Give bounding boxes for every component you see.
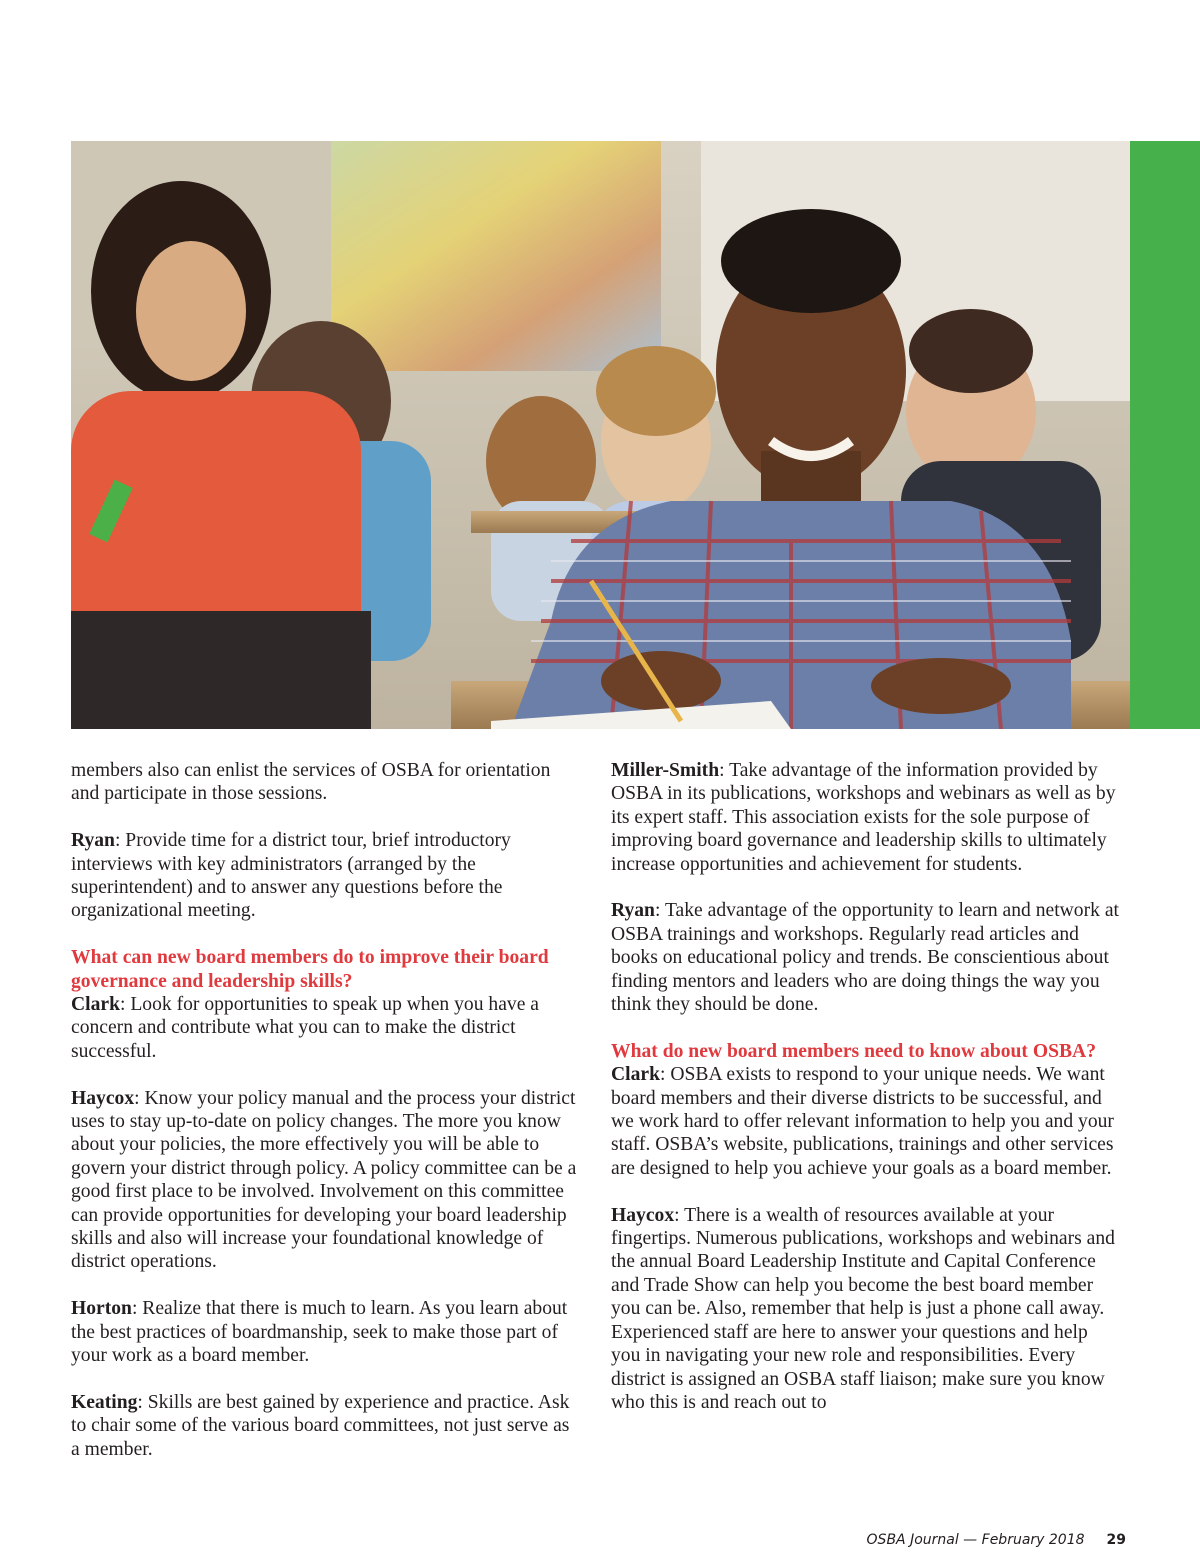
question-heading: What do new board members need to know about OSBA? [611, 1040, 1096, 1062]
speaker-name: Ryan [611, 900, 655, 922]
paragraph-text: members also can enlist the services of OSBA for orientation and participate in those sessions. [71, 760, 551, 805]
speaker-name: Clark [71, 994, 120, 1016]
speaker-name: Miller-Smith [611, 760, 720, 781]
paragraph-text: : Know your policy manual and the process your district uses to stay up-to-date on policy changes. The more you know about your policies, the more effectively you will be able to govern your district through policy. A policy committee can be a good first place to be involved. Involvement on this committee can provide opportunities for developing your board leadership skills and also will increase your foundational knowledge of district operations. [71, 1087, 577, 1273]
classroom-students-photo-icon [71, 141, 1130, 729]
speaker-name: Haycox [611, 1204, 675, 1226]
speaker-name: Keating [71, 1391, 138, 1413]
paragraph [611, 759, 1121, 876]
speaker-name: Clark [611, 1064, 660, 1086]
paragraph-text: : Realize that there is much to learn. As you learn about the best practices of boardmanship, seek to make those part of your work as a board member. [71, 1298, 568, 1367]
right-text-column [611, 759, 1121, 1438]
classroom-photo [71, 141, 1130, 729]
paragraph [71, 1087, 581, 1274]
paragraph [71, 993, 581, 1063]
paragraph-text: : Skills are best gained by experience and practice. Ask to chair some of the various board committees, not just serve as a member. [71, 1391, 570, 1460]
paragraph-text: : Take advantage of the information provided by OSBA in its publications, workshops and webinars as well as by its expert staff. This association exists for the sole purpose of improving board governance and leadership skills to ultimately increase opportunities and achievement for students. [611, 760, 1116, 875]
speaker-name: Haycox [71, 1087, 135, 1109]
paragraph [611, 899, 1121, 1016]
speaker-name: Horton [71, 1298, 132, 1320]
paragraph [71, 829, 581, 923]
paragraph [611, 1204, 1121, 1415]
paragraph-text: : Take advantage of the opportunity to learn and network at OSBA trainings and workshops. Regularly read articles and books on educational policy and trends. Be conscientious about finding mentors and leaders who are doing things the way you think they should be done. [611, 900, 1119, 1016]
speaker-name: Ryan [71, 830, 115, 852]
paragraph [71, 759, 581, 806]
paragraph [71, 1391, 581, 1461]
page-number: 29 [1106, 1532, 1126, 1548]
journal-issue: OSBA Journal — February 2018 [866, 1532, 1085, 1548]
paragraph [611, 1063, 1121, 1180]
question-heading: What can new board members do to improve their board governance and leadership skills? [71, 947, 549, 992]
page-footer [780, 1531, 1126, 1549]
left-text-column [71, 759, 581, 1485]
paragraph-text: : There is a wealth of resources available at your fingertips. Numerous publications, workshops and webinars and the annual Board Leadership Institute and Capital Conference and Trade Show can help you become the best board member you can be. Also, remember that help is just a phone call away. Experienced staff are here to answer your questions and help you in navigating your new role and responsibilities. Every district is assigned an OSBA staff liaison; make sure you know who this is and reach out to [611, 1204, 1115, 1413]
paragraph-text: : OSBA exists to respond to your unique needs. We want board members and their diverse districts to be successful, and we work hard to offer relevant information to help you and your staff. OSBA’s website, publications, trainings and other services are designed to help you achieve your goals as a board member. [611, 1064, 1114, 1179]
paragraph-text: : Provide time for a district tour, brief introductory interviews with key administrators (arranged by the superintendent) and to answer any questions before the organizational meeting. [71, 830, 511, 922]
paragraph-text: : Look for opportunities to speak up when you have a concern and contribute what you can to make the district successful. [71, 994, 539, 1062]
paragraph [71, 1297, 581, 1367]
section-color-tab [1130, 141, 1200, 729]
